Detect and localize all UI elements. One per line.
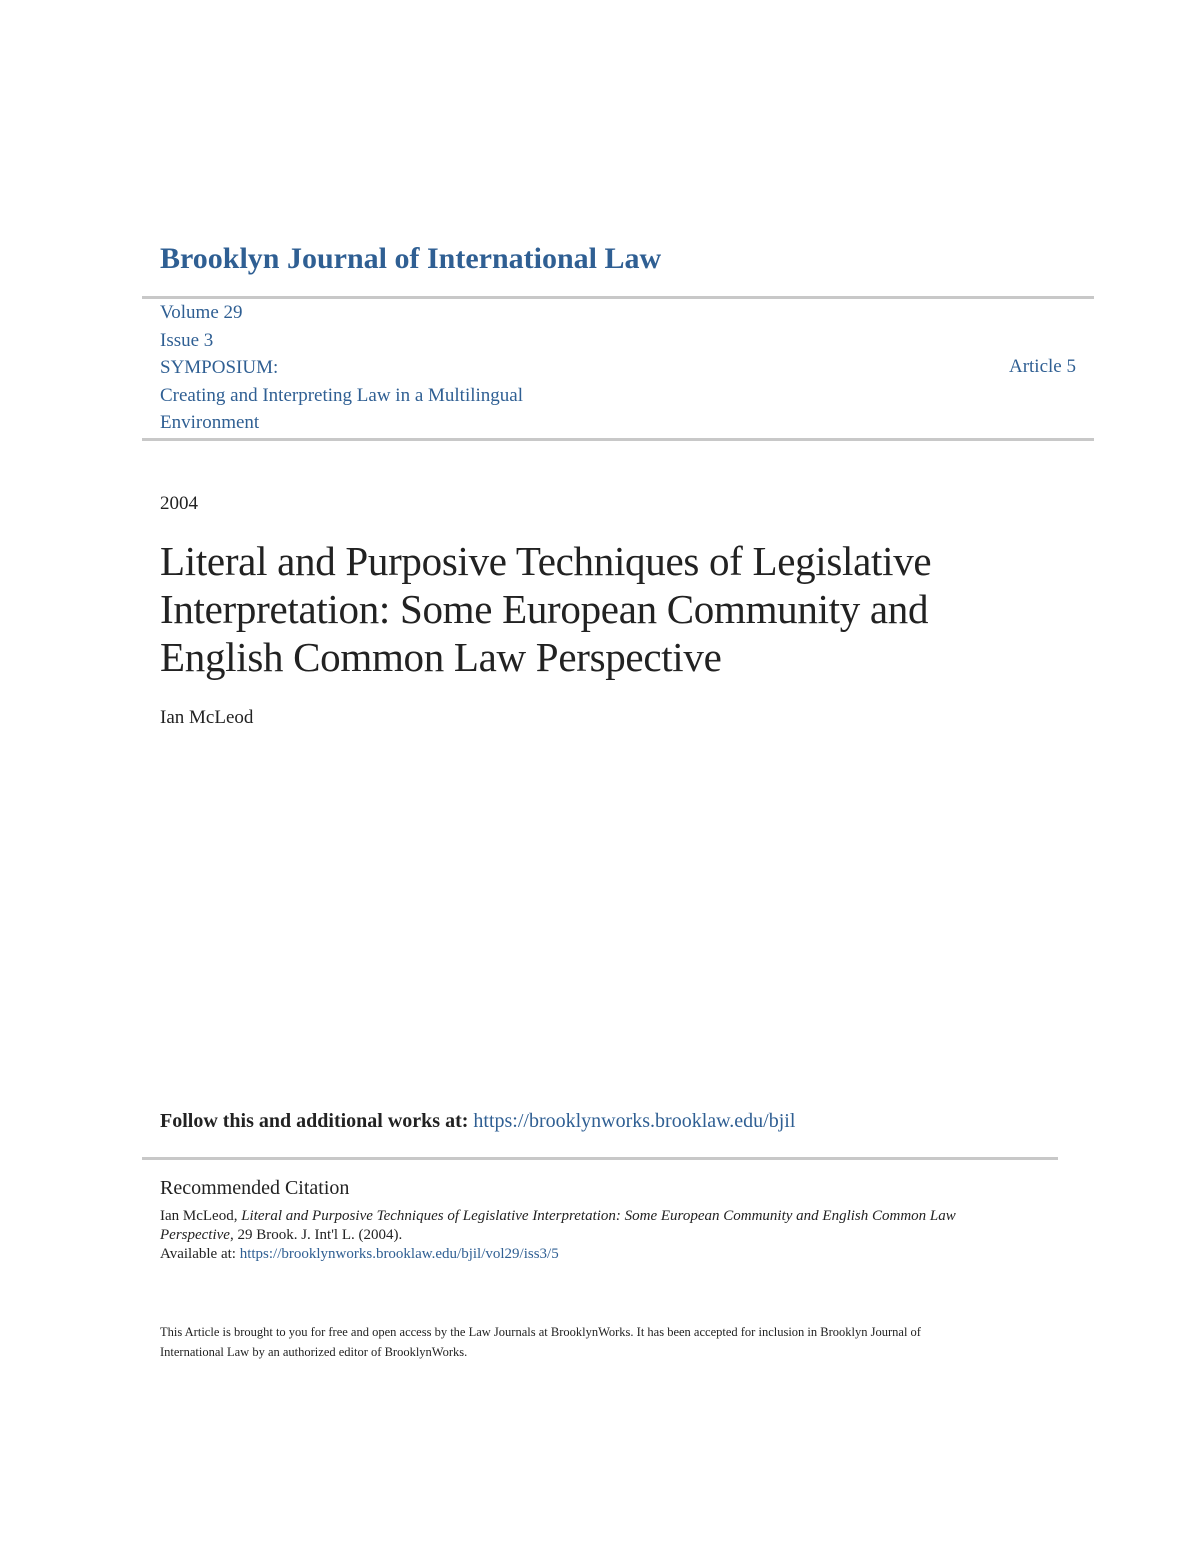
publication-year: 2004	[160, 493, 198, 514]
symposium-title-line1[interactable]: Creating and Interpreting Law in a Multilingual	[160, 384, 524, 406]
citation-line3	[160, 1245, 1040, 1264]
citation-title-part2: Perspective	[160, 1227, 230, 1243]
available-at-label: Available at:	[160, 1246, 240, 1262]
citation-author: Ian McLeod,	[160, 1208, 242, 1224]
symposium-title-line2[interactable]: Environment	[160, 412, 260, 433]
follow-line	[160, 1110, 795, 1133]
symposium-label[interactable]: SYMPOSIUM:	[160, 357, 279, 378]
available-at-link[interactable]: https://brooklynworks.brooklaw.edu/bjil/vol29/iss3/5	[239, 1246, 559, 1262]
citation-reference: , 29 Brook. J. Int'l L. (2004).	[229, 1227, 403, 1243]
access-note	[160, 1322, 1060, 1362]
header-bottom-rule	[142, 438, 1094, 441]
recommended-citation-heading: Recommended Citation	[160, 1177, 350, 1199]
follow-link[interactable]: https://brooklynworks.brooklaw.edu/bjil	[473, 1110, 796, 1132]
journal-title[interactable]: Brooklyn Journal of International Law	[160, 242, 662, 275]
issue-info	[160, 299, 523, 437]
citation-top-rule	[142, 1157, 1058, 1160]
volume-link[interactable]: Volume 29	[160, 302, 243, 323]
follow-label: Follow this and additional works at:	[160, 1110, 469, 1132]
author-name: Ian McLeod	[160, 707, 254, 728]
citation-title-part1: Literal and Purposive Techniques of Legislative Interpretation: Some European Community and English Common Law	[241, 1208, 956, 1224]
citation-line1	[160, 1207, 1040, 1226]
article-number[interactable]: Article 5	[1008, 356, 1076, 377]
access-note-line1: This Article is brought to you for free and open access by the Law Journals at BrooklynWorks. It has been accepted for inclusion in Brooklyn Journal of	[160, 1325, 921, 1339]
access-note-line2: International Law by an authorized editor of BrooklynWorks.	[160, 1345, 468, 1359]
issue-link[interactable]: Issue 3	[160, 329, 214, 351]
citation-text	[160, 1207, 1040, 1264]
citation-line2	[160, 1226, 1040, 1245]
article-title: Literal and Purposive Techniques of Legislative Interpretation: Some European Community and English Common Law Perspective	[160, 538, 932, 680]
